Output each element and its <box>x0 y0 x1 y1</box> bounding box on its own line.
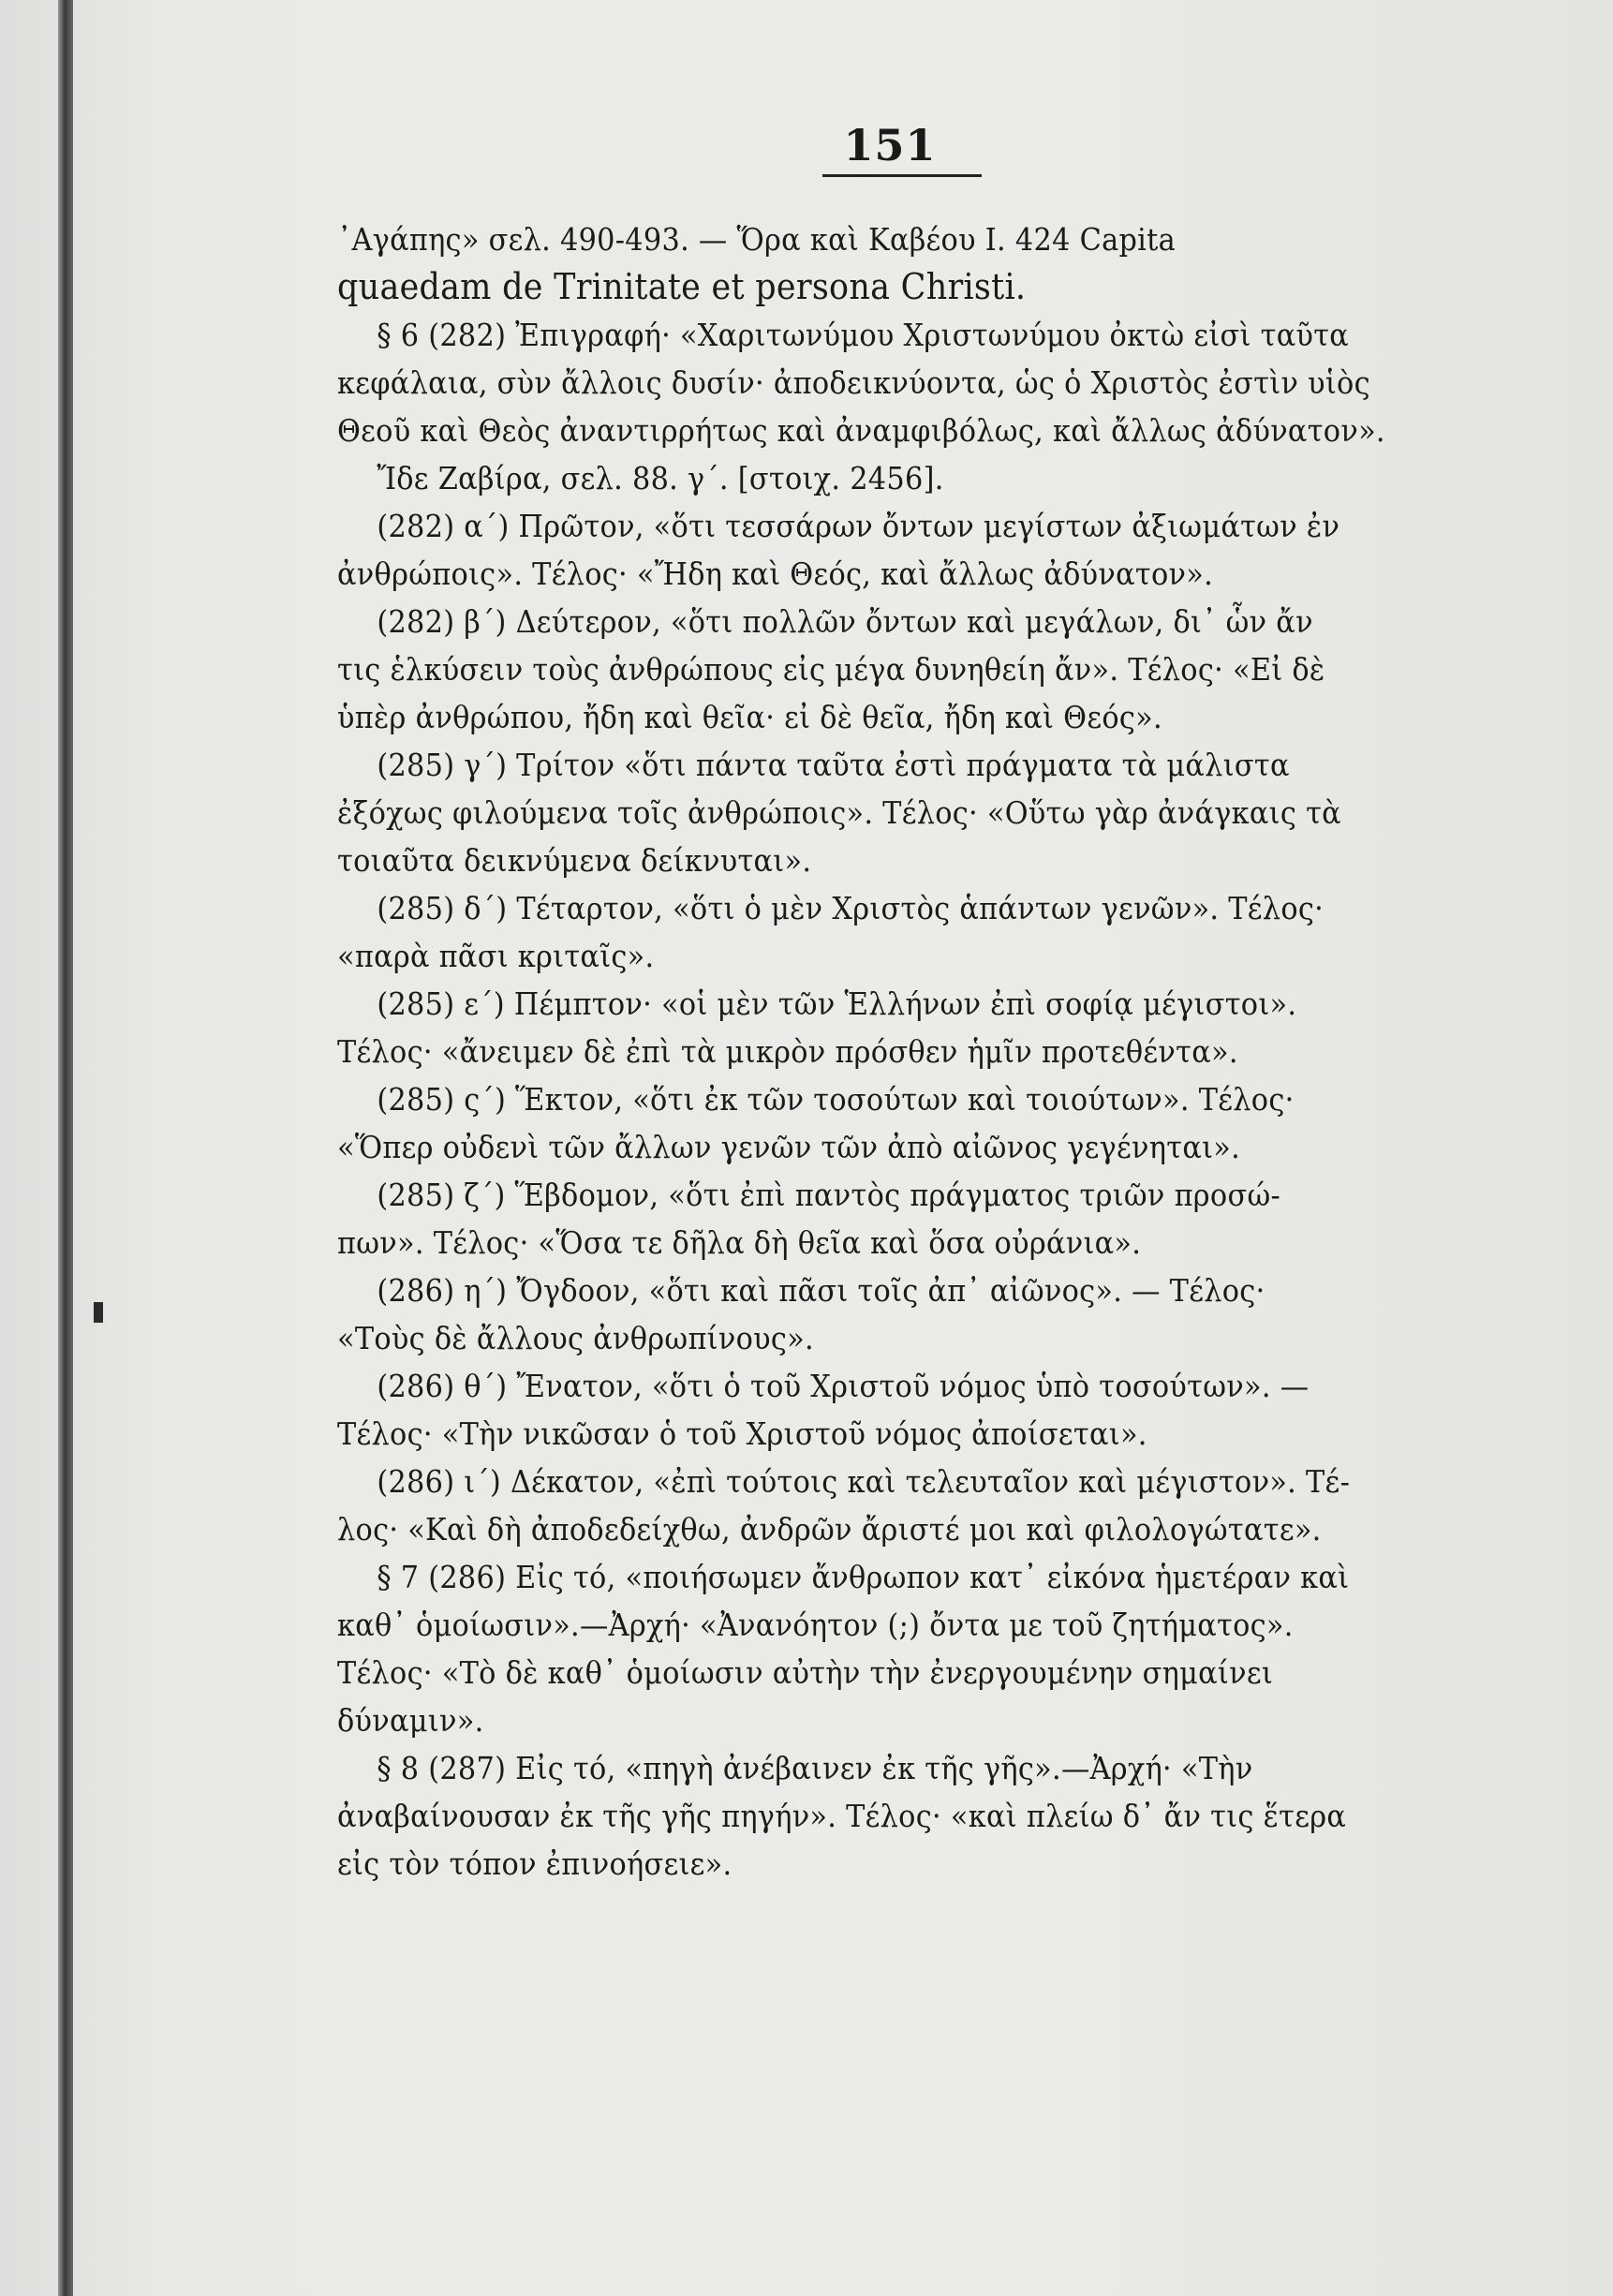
header-rule <box>822 174 982 177</box>
text-line: λος· «Καὶ δὴ ἀποδεδείχθω, ἀνδρῶν ἄριστέ μοι καὶ φιλολογώτατε». <box>337 1511 1322 1548</box>
text-line: Θεοῦ καὶ Θεὸς ἀναντιρρήτως καὶ ἀναμφιβόλως, καὶ ἄλλως ἀδύνατον». <box>337 412 1385 449</box>
text-line: Τέλος· «Τὴν νικῶσαν ὁ τοῦ Χριστοῦ νόμος ἀποίσεται». <box>337 1415 1147 1452</box>
text-line: τοιαῦτα δεικνύμενα δείκνυται». <box>337 842 812 879</box>
text-line: ἀνθρώποις». Τέλος· «Ἤδη καὶ Θεός, καὶ ἄλλως ἀδύνατον». <box>337 555 1214 592</box>
page-number: 151 <box>843 120 937 170</box>
text-line: ὑπὲρ ἀνθρώπου, ἤδη καὶ θεῖα· εἰ δὲ θεῖα, ἤδη καὶ Θεός». <box>337 699 1162 735</box>
text-line: (286) η΄) Ὄγδοον, «ὅτι καὶ πᾶσι τοῖς ἀπ᾽ αἰῶνος». — Τέλος· <box>377 1272 1265 1309</box>
text-line: τις ἑλκύσειν τοὺς ἀνθρώπους εἰς μέγα δυνηθείη ἄν». Τέλος· «Εἰ δὲ <box>337 651 1325 688</box>
text-line: (285) δ΄) Τέταρτον, «ὅτι ὁ μὲν Χριστὸς ἁπάντων γενῶν». Τέλος· <box>377 890 1324 926</box>
book-spine-shadow <box>58 0 73 2296</box>
text-line: quaedam de Trinitate et persona Christi. <box>337 266 1027 307</box>
text-line: πων». Τέλος· «Ὅσα τε δῆλα δὴ θεῖα καὶ ὅσα οὐράνια». <box>337 1224 1142 1261</box>
text-line: κεφάλαια, σὺν ἄλλοις δυσίν· ἀποδεικνύοντα, ὡς ὁ Χριστὸς ἐστὶν υἱὸς <box>337 364 1370 401</box>
text-line: ἀναβαίνουσαν ἐκ τῆς γῆς πηγήν». Τέλος· «καὶ πλείω δ᾽ ἄν τις ἕτερα <box>337 1798 1347 1834</box>
text-line: Τέλος· «Τὸ δὲ καθ᾽ ὁμοίωσιν αὐτὴν τὴν ἐνεργουμένην σημαίνει <box>337 1654 1274 1691</box>
text-line: (285) ε΄) Πέμπτον· «οἱ μὲν τῶν Ἑλλήνων ἐπὶ σοφίᾳ μέγιστοι». <box>377 985 1297 1022</box>
text-line: Ἴδε Ζαβίρα, σελ. 88. γ΄. [στοιχ. 2456]. <box>377 460 944 496</box>
text-line: (285) ς΄) Ἕκτον, «ὅτι ἐκ τῶν τοσούτων καὶ τοιούτων». Τέλος· <box>377 1081 1295 1118</box>
text-line: § 6 (282) Ἐπιγραφή· «Χαριτωνύμου Χριστωνύμου ὀκτὼ εἰσὶ ταῦτα <box>377 317 1350 353</box>
text-line: καθ᾽ ὁμοίωσιν».—Ἀρχή· «Ἀνανόητον (;) ὄντα με τοῦ ζητήματος». <box>337 1607 1294 1643</box>
text-line: (282) β΄) Δεύτερον, «ὅτι πολλῶν ὄντων καὶ μεγάλων, δι᾽ ὧν ἄν <box>377 603 1313 640</box>
text-line: Τέλος· «ἄνειμεν δὲ ἐπὶ τὰ μικρὸν πρόσθεν ἡμῖν προτεθέντα». <box>337 1033 1238 1070</box>
text-line: δύναμιν». <box>337 1702 484 1739</box>
text-line: «Τοὺς δὲ ἄλλους ἀνθρωπίνους». <box>337 1320 814 1356</box>
text-line: (282) α΄) Πρῶτον, «ὅτι τεσσάρων ὄντων μεγίστων ἀξιωμάτων ἐν <box>377 508 1340 544</box>
body-text <box>337 215 1385 1888</box>
text-line: «παρὰ πᾶσι κριταῖς». <box>337 938 655 974</box>
text-line: ᾽Αγάπης» σελ. 490-493. — Ὅρα καὶ Καβέου Ι. 424 Capita <box>337 221 1176 258</box>
text-line: § 8 (287) Εἰς τό, «πηγὴ ἀνέβαινεν ἐκ τῆς γῆς».—Ἀρχή· «Τὴν <box>377 1750 1253 1786</box>
text-line: «Ὅπερ οὐδενὶ τῶν ἄλλων γενῶν τῶν ἀπὸ αἰῶνος γεγένηται». <box>337 1129 1241 1165</box>
text-line: § 7 (286) Εἰς τό, «ποιήσωμεν ἄνθρωπον κατ᾽ εἰκόνα ἡμετέραν καὶ <box>377 1559 1350 1595</box>
text-line: (285) ζ΄) Ἕβδομον, «ὅτι ἐπὶ παντὸς πράγματος τριῶν προσώ- <box>377 1177 1281 1213</box>
text-line: εἰς τὸν τόπον ἐπινοήσειε». <box>337 1845 733 1882</box>
text-line: (286) ι΄) Δέκατον, «ἐπὶ τούτοις καὶ τελευταῖον καὶ μέγιστον». Τέ- <box>377 1463 1351 1500</box>
margin-mark <box>94 1302 103 1323</box>
text-line: (285) γ΄) Τρίτον «ὅτι πάντα ταῦτα ἐστὶ πράγματα τὰ μάλιστα <box>377 747 1290 783</box>
text-line: ἐξόχως φιλούμενα τοῖς ἀνθρώποις». Τέλος· «Οὕτω γὰρ ἀνάγκαις τὰ <box>337 794 1341 831</box>
text-line: (286) θ΄) Ἔνατον, «ὅτι ὁ τοῦ Χριστοῦ νόμος ὑπὸ τοσούτων». — <box>377 1368 1310 1404</box>
